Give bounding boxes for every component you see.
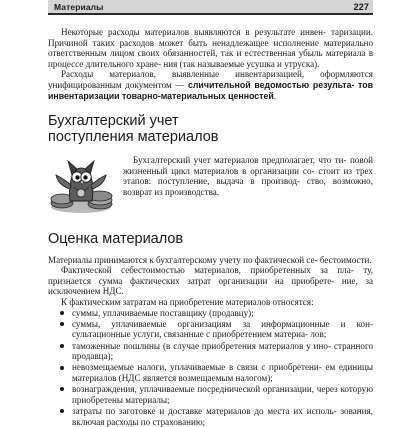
list-item <box>60 341 373 362</box>
text-line: Материалы принимаются к бухгалтерскому учету по фактической се- <box>48 254 318 265</box>
text-line: через которую приобретены материалы; <box>72 384 373 405</box>
bold-term: тов инвентаризации товарно-материальных ценностей <box>48 79 373 101</box>
list-item <box>60 384 373 405</box>
section-heading-evaluation: Оценка материалов <box>48 231 184 248</box>
header-rule <box>48 13 373 15</box>
page-number: 227 <box>353 1 369 12</box>
bullet-dot <box>60 409 64 413</box>
intro-paragraph-1 <box>48 27 373 69</box>
evaluation-paragraph-2 <box>48 265 373 297</box>
list-item <box>60 406 373 427</box>
text-line: Фактической себестоимостью материалов, приобретенных за пла- <box>61 265 354 276</box>
text-line: унифицированным документом — <box>48 79 188 90</box>
heading-line: поступления материалов <box>48 128 219 145</box>
text-line: исполнение материально ответственным лицом своих обязанностей, <box>48 37 373 59</box>
section-heading-accounting <box>48 114 373 145</box>
text-line: ния (так называемые усушка и утруска). <box>163 58 320 69</box>
text-line: повой жизненный цикл материалов в организации со- <box>123 155 373 176</box>
bullet-dot <box>60 322 64 326</box>
text-line: суммы, уплачиваемые организациям за информационные и кон- <box>72 318 373 329</box>
text-line: странного продавца); <box>72 340 373 362</box>
text-line: суммы, уплачиваемые поставщику (продавцу); <box>72 307 254 318</box>
text-line: так и естественная убыль материала в процессе длительного хране- <box>48 48 373 69</box>
text-line: ту, признается сумма фактических затрат организации на приобрете- <box>48 265 373 286</box>
text-line: зования, включая расходы по страхованию; <box>72 405 373 427</box>
bullet-dot <box>60 311 64 315</box>
cost-items-list <box>48 308 373 427</box>
text-line: Расходы материалов, выявленные инвентаризацией, оформляются <box>61 69 373 80</box>
evaluation-paragraph-1 <box>48 255 373 266</box>
evaluation-paragraph-3: К фактическим затратам на приобретение материалов относятся: <box>61 297 314 308</box>
running-header <box>48 0 373 13</box>
text-line: Некоторые расходы материалов выявляются в результате инвен- <box>61 27 326 37</box>
list-item <box>60 319 373 340</box>
text-line: ем единицы материалов (НДС является возмещаемым налогом); <box>72 362 373 383</box>
text-line: . <box>273 90 277 101</box>
text-line: невозмещаемые налоги, уплачиваемые в связи с приобретени- <box>72 362 322 373</box>
text-line: бестоимости. <box>319 254 372 265</box>
bullet-dot <box>60 366 64 370</box>
text-line: ние, за исключением НДС. <box>48 275 373 297</box>
text-line: таризации. Причиной таких расходов может быть ненадлежащее <box>48 27 373 48</box>
accounting-paragraph <box>123 155 373 197</box>
bold-term: сличительной ведомостью результа- <box>187 79 355 90</box>
text-line: вознаграждения, уплачиваемые посреднической организации, <box>72 384 315 395</box>
bullet-dot <box>60 387 64 391</box>
section-title: Материалы <box>54 1 104 12</box>
text-line: ство, возможно, возврат из производства. <box>123 176 373 197</box>
text-line: таможенные пошлины (в случае приобретения материалов у ино- <box>72 340 331 351</box>
accounting-text <box>123 155 373 218</box>
accounting-block <box>48 155 373 218</box>
text-line: стоит из трех этапов: поступление, выдача в производ- <box>123 165 373 187</box>
book-page <box>48 0 373 427</box>
list-item <box>60 362 373 383</box>
text-line: затраты по заготовке и доставке материалов до места их исполь- <box>72 405 337 416</box>
owl-with-coins-illustration <box>48 155 115 215</box>
intro-paragraph-2 <box>48 69 373 101</box>
text-line: сультационные услуги, связанные с приобретением материа- <box>72 329 309 340</box>
text-line: Бухгалтерский учет материалов предполагает, что ти- <box>133 155 347 166</box>
bullet-dot <box>60 344 64 348</box>
text-line: лов; <box>310 329 327 340</box>
list-item <box>60 308 373 319</box>
heading-line: Бухгалтерский учет <box>48 113 179 130</box>
